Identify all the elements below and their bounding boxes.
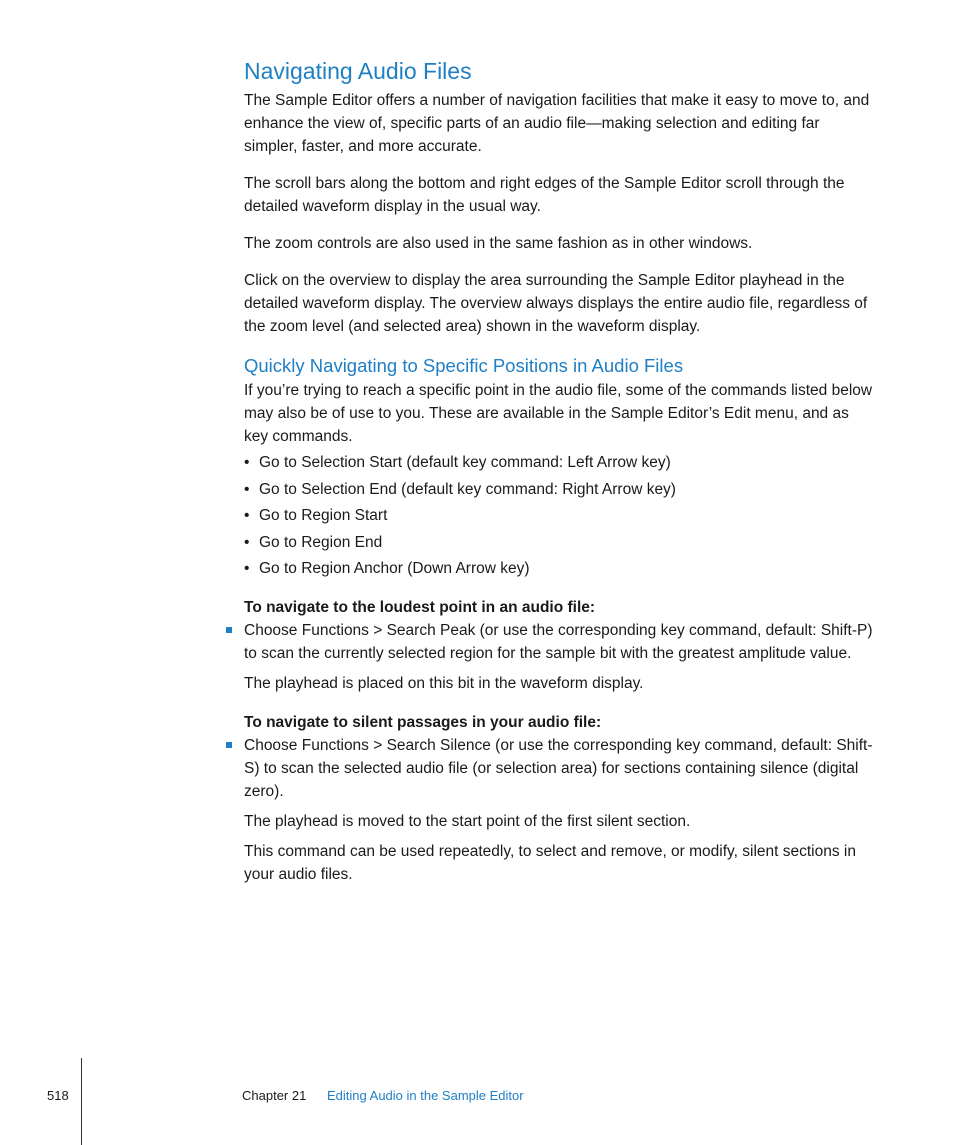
task-note: This command can be used repeatedly, to select and remove, or modify, silent sections in your audio files. <box>244 843 856 883</box>
list-item-text: Go to Region Start <box>259 507 388 524</box>
paragraph: The zoom controls are also used in the same fashion as in other windows. <box>244 235 753 252</box>
page-content <box>244 56 874 893</box>
list-item <box>244 531 874 554</box>
subsection-intro: If you’re trying to reach a specific point in the audio file, some of the commands listed below may also be of use to you. These are available in the Sample Editor’s Edit menu, and as key commands. <box>244 382 873 445</box>
bullet-icon: • <box>244 507 250 524</box>
page-number: 518 <box>47 1088 69 1103</box>
task-result: The playhead is placed on this bit in the waveform display. <box>244 675 644 692</box>
list-item <box>244 504 874 527</box>
list-item-text: Go to Region Anchor (Down Arrow key) <box>259 560 530 577</box>
chapter-label: Chapter 21 <box>242 1088 307 1103</box>
list-item <box>244 478 874 501</box>
list-item-text: Go to Selection End (default key command: Right Arrow key) <box>259 480 676 498</box>
step-square-icon <box>226 627 232 633</box>
section-title: Navigating Audio Files <box>244 58 472 84</box>
task-step <box>244 734 874 803</box>
list-item <box>244 451 874 474</box>
bullet-icon: • <box>244 480 250 498</box>
task-step-text: Choose Functions > Search Silence (or use the corresponding key command, default: Shift-S) to scan the selected audio file (or selection area) for sections containing silence (digital zero). <box>244 737 873 800</box>
task-heading: To navigate to the loudest point in an audio file: <box>244 599 596 616</box>
bullet-icon: • <box>244 454 250 471</box>
task-loudest-point <box>244 596 874 695</box>
bullet-icon: • <box>244 533 250 551</box>
task-result: The playhead is moved to the start point of the first silent section. <box>244 813 691 830</box>
bullet-icon: • <box>244 560 250 577</box>
paragraph: Click on the overview to display the area surrounding the Sample Editor playhead in the detailed waveform display. The overview always displays the entire audio file, regardless of the zoom level (and selected area) shown in the waveform display. <box>244 272 868 335</box>
subsection-title: Quickly Navigating to Specific Positions in Audio Files <box>244 355 684 376</box>
command-list <box>244 451 874 580</box>
paragraph: The Sample Editor offers a number of navigation facilities that make it easy to move to, and enhance the view of, specific parts of an audio file—making selection and editing far simpler, faster, and more accurate. <box>244 92 870 155</box>
chapter-title: Editing Audio in the Sample Editor <box>327 1088 524 1103</box>
paragraph: The scroll bars along the bottom and right edges of the Sample Editor scroll through the detailed waveform display in the usual way. <box>244 175 845 215</box>
step-square-icon <box>226 742 232 748</box>
list-item-text: Go to Region End <box>259 533 383 551</box>
task-step-text: Choose Functions > Search Peak (or use the corresponding key command, default: Shift-P) to scan the currently selected region for the sample bit with the greatest amplitude value. <box>244 622 873 662</box>
footer-divider <box>81 1058 82 1145</box>
list-item <box>244 557 874 580</box>
task-silent-passages <box>244 711 874 886</box>
list-item-text: Go to Selection Start (default key command: Left Arrow key) <box>259 454 671 471</box>
task-step <box>244 619 874 665</box>
task-heading: To navigate to silent passages in your audio file: <box>244 714 602 731</box>
